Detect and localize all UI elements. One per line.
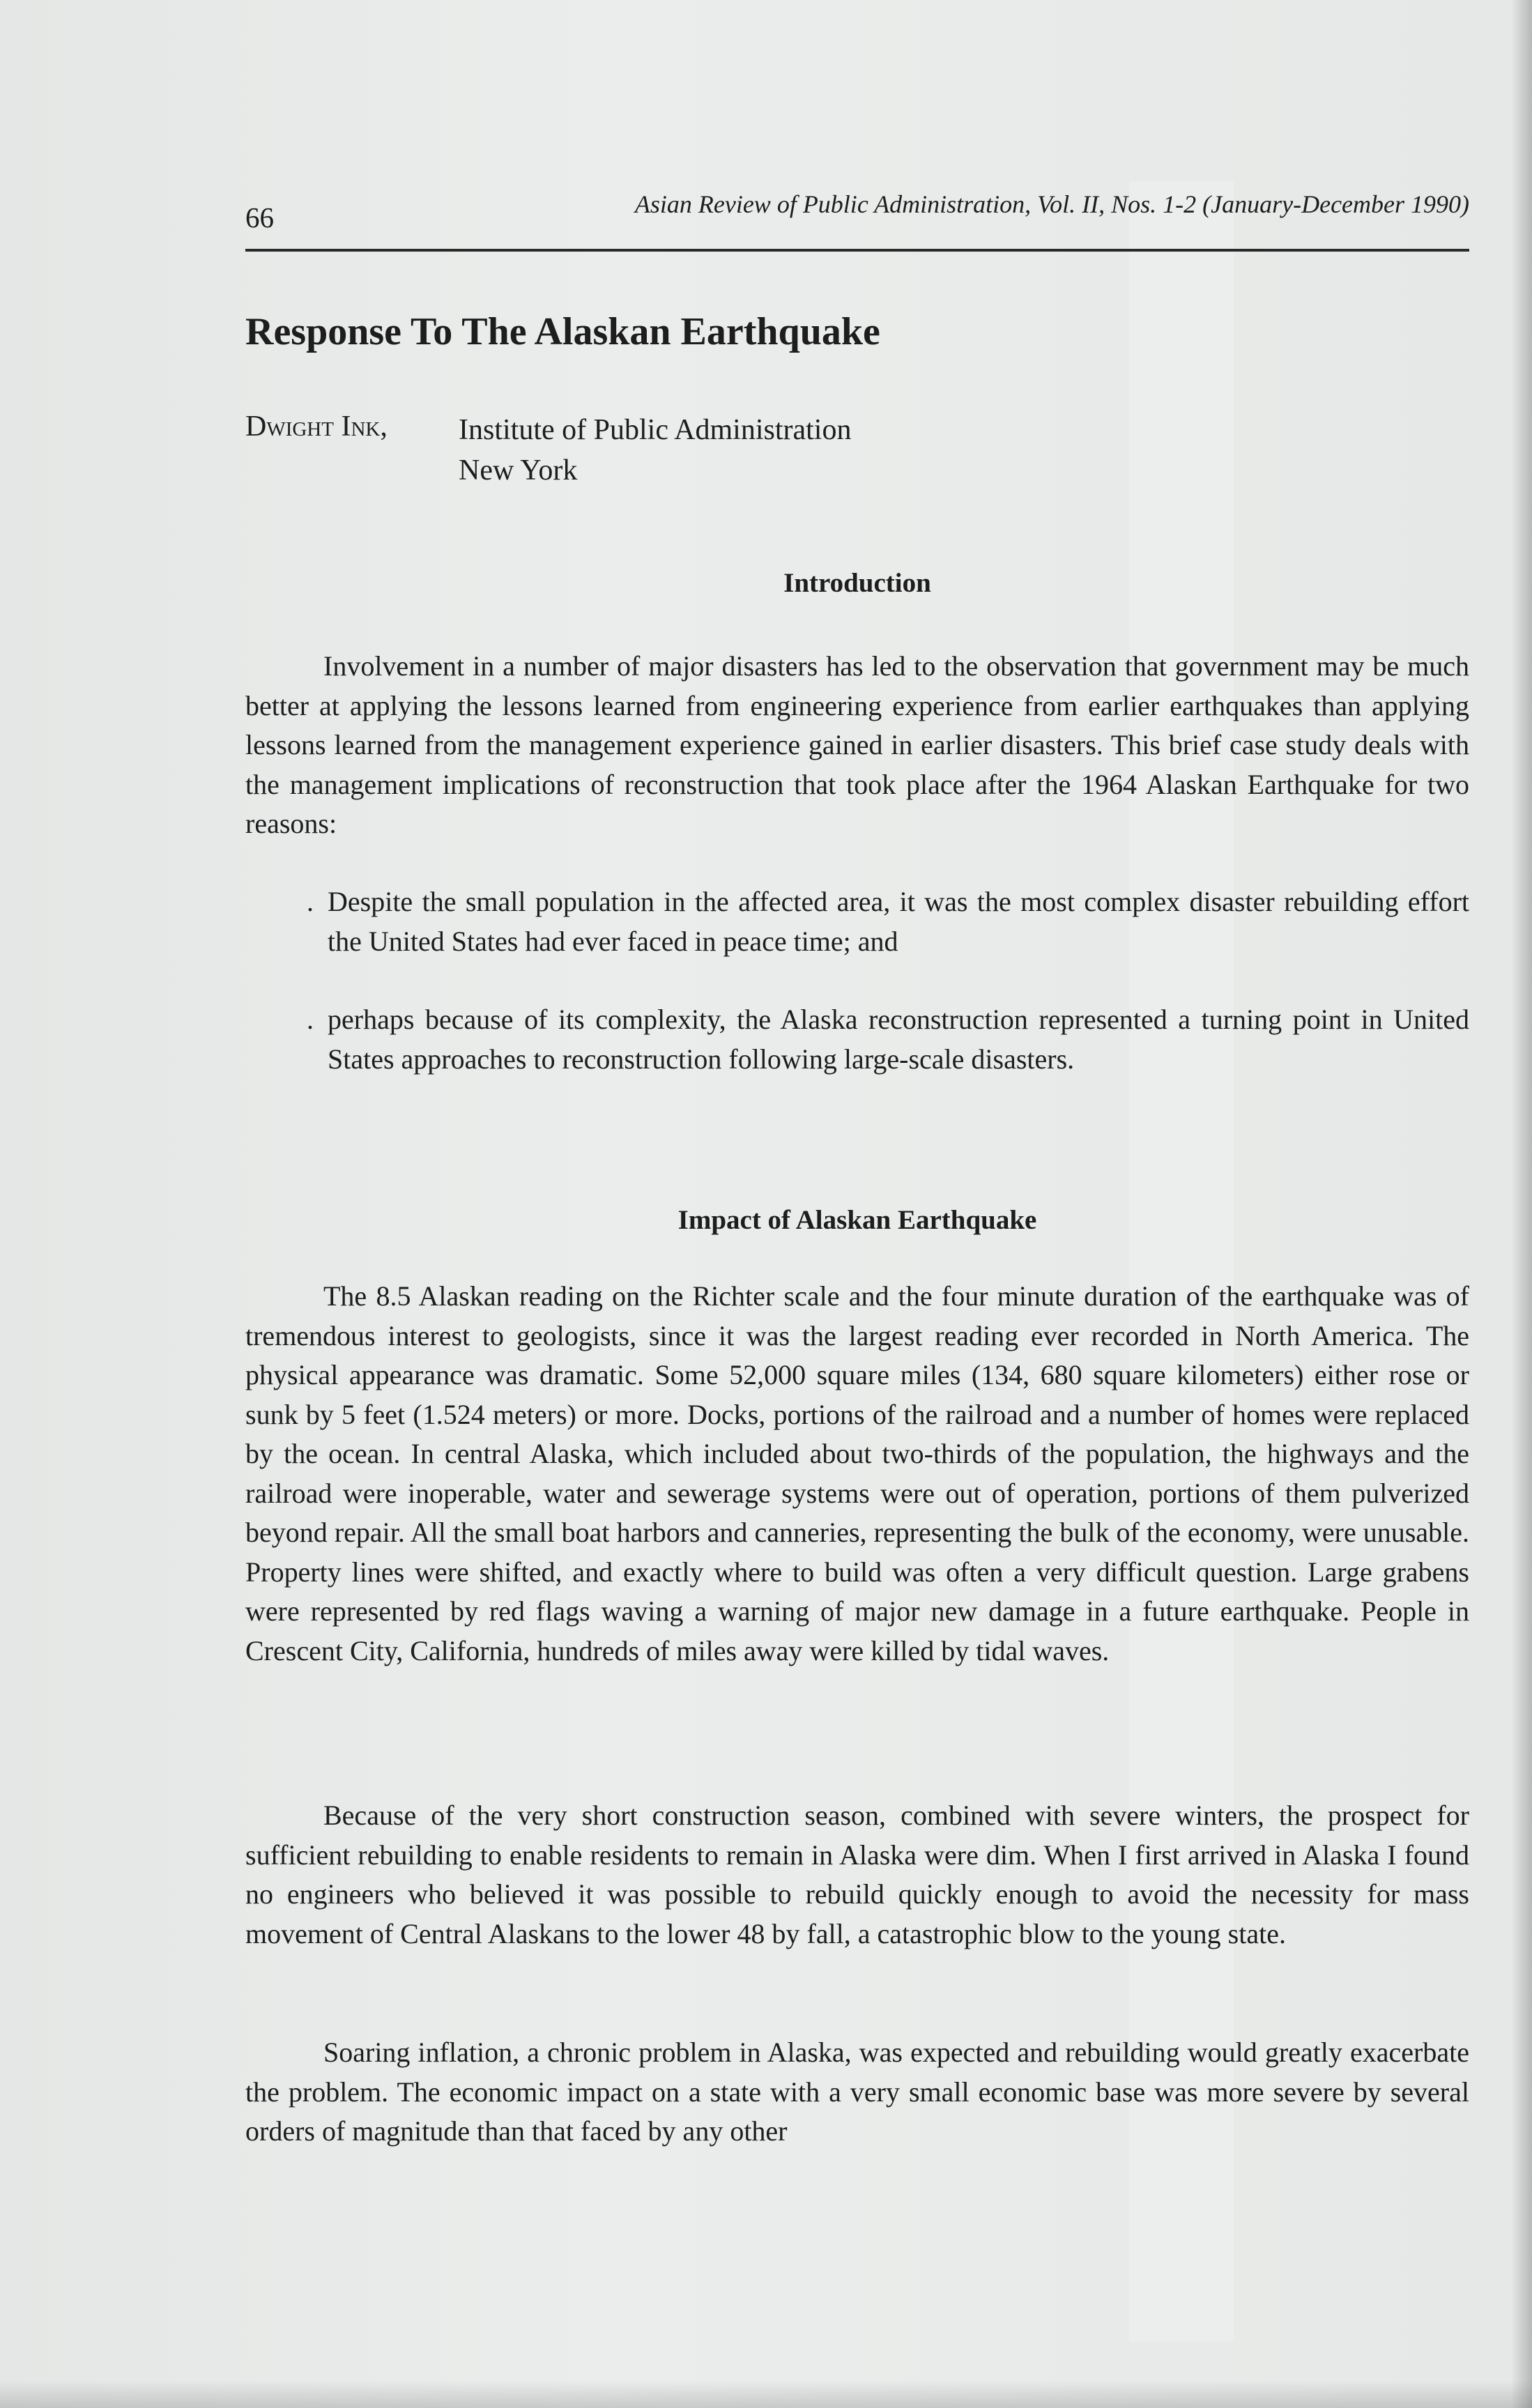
journal-citation: Asian Review of Public Administration, Vol. II, Nos. 1-2 (January-December 1990) <box>634 190 1469 218</box>
intro-paragraph: Involvement in a number of major disasters has led to the observation that government may be much better at applying the lessons learned from engineering experience from earlier earthquakes than applying lessons learned from the management experience gained in earlier disasters. This brief case study deals with the management implications of reconstruction that took place after the 1964 Alaskan Earthquake for two reasons: <box>245 650 1469 839</box>
page-bottom-shadow <box>0 2380 1532 2408</box>
author-name: Dwight Ink, <box>245 411 388 443</box>
article-title: Response To The Alaskan Earthquake <box>245 310 880 353</box>
page-edge-shadow <box>1511 0 1532 2408</box>
impact-paragraph-2: Because of the very short construction season, combined with severe winters, the prospect for sufficient rebuilding to enable residents to remain in Alaska were dim. When I first arrived in Alaska I found no engineers who believed it was possible to rebuild quickly enough to avoid the necessity for mass movement of Central Alaskans to the lower 48 by fall, a catastrophic blow to the young state. <box>245 1800 1469 1949</box>
intro-bullet-1 <box>307 882 1469 961</box>
bullet-mark: . <box>307 886 314 917</box>
author-affiliation <box>459 410 851 491</box>
paper-bleed-through <box>1129 181 1234 2342</box>
intro-bullet-2 <box>307 1000 1469 1079</box>
bullet-mark: . <box>307 1004 314 1035</box>
section-heading-impact: Impact of Alaskan Earthquake <box>677 1205 1037 1235</box>
bullet-text: perhaps because of its complexity, the Alaska reconstruction represented a turning point in United States approaches to reconstruction following large-scale disasters. <box>328 1004 1469 1075</box>
header-rule <box>245 249 1469 252</box>
impact-paragraph-3: Soaring inflation, a chronic problem in Alaska, was expected and rebuilding would greatly exacerbate the problem. The economic impact on a state with a very small economic base was more severe by several orders of magnitude than that faced by any other <box>245 2037 1469 2147</box>
bullet-text: Despite the small population in the affected area, it was the most complex disaster rebuilding effort the United States had ever faced in peace time; and <box>328 886 1469 957</box>
affiliation-line-2: New York <box>459 454 578 486</box>
section-heading-introduction: Introduction <box>783 568 931 598</box>
impact-paragraph-1: The 8.5 Alaskan reading on the Richter scale and the four minute duration of the earthquake was of tremendous interest to geologists, since it was the largest reading ever recorded in North America. The physical appearance was dramatic. Some 52,000 square miles (134, 680 square kilometers) either rose or sunk by 5 feet (1.524 meters) or more. Docks, portions of the railroad and a number of homes were replaced by the ocean. In central Alaska, which included about two-thirds of the population, the highways and the railroad were inoperable, water and sewerage systems were out of operation, portions of them pulverized beyond repair. All the small boat harbors and canneries, representing the bulk of the economy, were unusable. Property lines were shifted, and exactly where to build was often a very difficult question. Large grabens were represented by red flags waving a warning of major new damage in a future earthquake. People in Crescent City, California, hundreds of miles away were killed by tidal waves. <box>245 1280 1469 1666</box>
affiliation-line-1: Institute of Public Administration <box>459 414 852 446</box>
page-number: 66 <box>245 201 274 233</box>
running-header <box>245 190 1469 238</box>
